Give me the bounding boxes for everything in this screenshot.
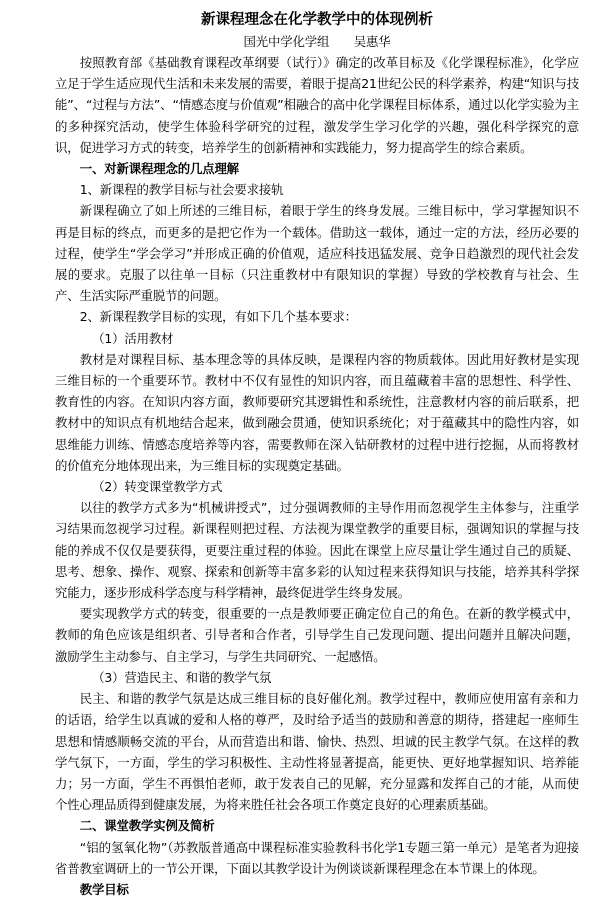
section2-paragraph: “铝的氢氧化物”（苏教版普通高中课程标准实验教科书化学1专题三第一单元）是笔者为迎接省普教室调研上的一节公开课，下面以其教学设计为例谈谈新课程理念在本节课上的体现。	[55, 839, 579, 876]
item1-heading: （1）活用教材	[92, 330, 174, 346]
item2-paragraph-1: 以往的教学方式多为“机械讲授式”，过分强调教师的主导作用而忽视学生主体参与，注重学习结果而忽视学习过程。新课程则把过程、方法视为课堂教学的重要目标，强调知识的掌握与技能的养成不仅仅是要获得，更要注重过程的体验。因此在课堂上应尽量让学生通过自己的质疑、思考、想象、操作、观察、探索和创新等丰富多彩的认知过程来获得知识与技能，培养其科学探究能力，逐步形成科学态度与科学精神，最终促进学生终身发展。	[55, 500, 579, 601]
s1-sub2-heading: 2、新课程教学目标的实现，有如下几个基本要求：	[79, 309, 357, 325]
author-line: 国光中学化学组 吴惠华	[243, 34, 391, 49]
teaching-goal-heading: 教学目标	[79, 881, 129, 897]
item2-heading: （2）转变课堂教学方式	[92, 479, 223, 495]
item3-paragraph: 民主、和谐的教学气氛是达成三维目标的良好催化剂。教学过程中，教师应使用富有亲和力的话语，给学生以真诚的爱和人格的尊严，及时给予适当的鼓励和善意的期待，搭建起一座师生思想和情感顺畅交流的平台，从而营造出和谐、愉快、热烈、坦诚的民主教学气氛。在这样的教学气氛下，一方面，学生的学习积极性、主动性将显著提高，能更快、更好地掌握知识、培养能力；另一方面，学生不再惧怕老师，敢于发表自己的见解，充分显露和发挥自己的才能，从而使个性心理品质得到健康发展，为将来胜任社会各项工作奠定良好的心理素质基础。	[55, 691, 579, 813]
s1-sub1-heading: 1、新课程的教学目标与社会要求接轨	[79, 182, 284, 198]
s1-sub1-paragraph: 新课程确立了如上所述的三维目标，着眼于学生的终身发展。三维目标中，学习掌握知识不再是目标的终点，而更多的是把它作为一个载体。借助这一载体，通过一定的方法，经历必要的过程，使学生“学会学习”并形成正确的价值观，适应科技迅猛发展、竞争日趋激烈的现代社会发展的要求。克服了以往单一目标（只注重教材中有限知识的掌握）导致的学校教育与社会、生产、生活实际严重脱节的问题。	[55, 203, 579, 304]
item3-heading: （3）营造民主、和谐的教学气氛	[92, 669, 272, 685]
item1-paragraph: 教材是对课程目标、基本理念等的具体反映，是课程内容的物质载体。因此用好教材是实现三维目标的一个重要环节。教材中不仅有显性的知识内容，而且蕴藏着丰富的思想性、科学性、教育性的内容。在知识内容方面，教师要研究其逻辑性和系统性，注意教材内容的前后联系，把教材中的知识点有机地结合起来，做到融会贯通，使知识系统化；对于蕴藏其中的隐性内容，如思维能力训练、情感态度培养等内容，需要教师在深入钻研教材的过程中进行挖掘，从而将教材的价值充分地体现出来，为三维目标的实现奠定基础。	[55, 351, 579, 473]
document-title: 新课程理念在化学教学中的体现例析	[201, 12, 433, 28]
intro-paragraph: 按照教育部《基础教育课程改革纲要（试行）》确定的改革目标及《化学课程标准》，化学应立足于学生适应现代生活和未来发展的需要，着眼于提高21世纪公民的科学素养，构建“知识与技能”、“过程与方法”、“情感态度与价值观”相融合的高中化学课程目标体系，通过以化学实验为主的多种探究活动，使学生体验科学研究的过程，激发学生学习化学的兴趣，强化科学探究的意识，促进学习方式的转变，培养学生的创新精神和实践能力，努力提高学生的综合素质。	[55, 55, 579, 155]
item2-paragraph-2: 要实现教学方式的转变，很重要的一点是教师要正确定位自己的角色。在新的教学模式中，教师的角色应该是组织者、引导者和合作者，引导学生自己发现问题、提出问题并且解决问题，激励学生主动参与、自主学习，与学生共同研究、一起感悟。	[55, 606, 579, 664]
document-page	[55, 8, 579, 900]
section1-heading: 一、对新课程理念的几点理解	[79, 161, 239, 177]
section2-heading: 二、课堂教学实例及简析	[79, 818, 215, 834]
